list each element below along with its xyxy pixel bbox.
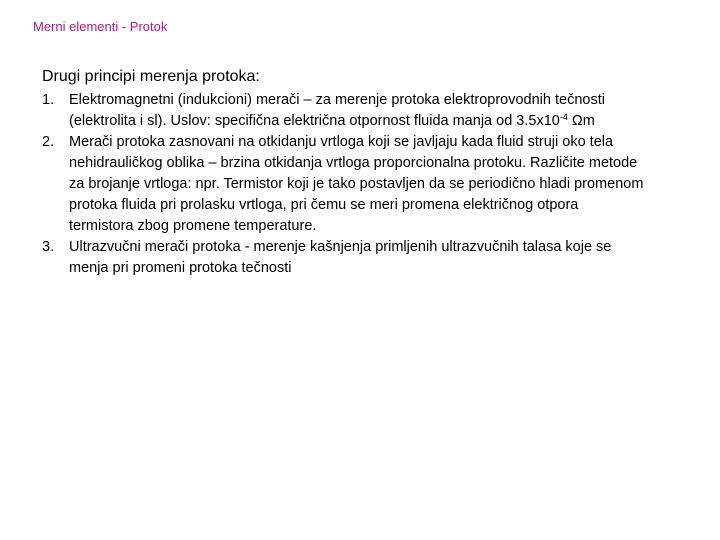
list-item-number: 3. — [42, 239, 55, 255]
content-heading: Drugi principi merenja protoka: — [42, 68, 260, 85]
list-item-number: 2. — [42, 134, 55, 150]
list-item-text: Ultrazvučni merači protoka - merenje kašnjenja primljenih ultrazvučnih talasa koje se menja pri promeni protoka tečnosti — [69, 239, 612, 276]
slide-header-title: Merni elementi - Protok — [33, 19, 168, 34]
list-item — [42, 237, 682, 279]
list-item-number: 1. — [42, 92, 55, 108]
list-item — [42, 132, 682, 237]
numbered-list — [42, 90, 682, 279]
list-item-text-main: Elektromagnetni (indukcioni) merači – za merenje protoka elektroprovodnih tečnosti (elektrolita i sl). Uslov: specifična električna otpornost fluida manja od 3.5x10 — [69, 92, 605, 129]
exponent: -4 — [559, 112, 568, 122]
list-item-text: Merači protoka zasnovani na otkidanju vrtloga koji se javljaju kada fluid struji oko tela nehidrauličkog oblika – brzina otkidanja vrtloga proporcionalna protoku. Različite metode za brojanje vrtloga: npr. Termistor koji je tako postavljen da se periodično hladi promenom protoka fluida pri prolasku vrtloga, pri čemu se meri promena električnog otpora termistora zbog promene temperature. — [69, 134, 644, 234]
list-item — [42, 90, 682, 132]
list-item-text — [69, 90, 644, 132]
unit-text: Ωm — [567, 113, 595, 129]
slide-content — [42, 67, 682, 279]
